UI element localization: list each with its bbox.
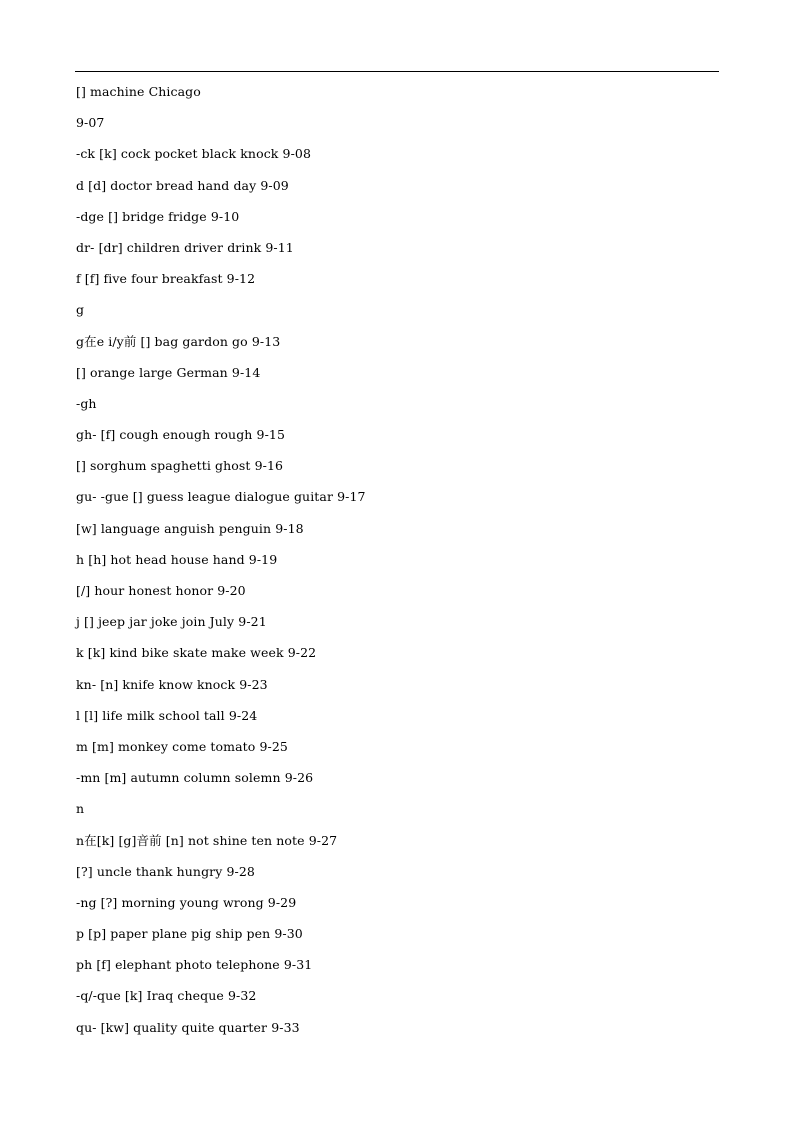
text-line: -gh [76,395,97,411]
text-line: g在e i/y前 [] bag gardon go 9-13 [76,333,281,349]
text-line: gu- -gue [] guess league dialogue guitar 9-17 [76,489,366,505]
text-line: k [k] kind bike skate make week 9-22 [76,645,317,661]
text-line: [] orange large German 9-14 [76,364,261,380]
text-line: 9-07 [76,115,105,131]
text-line: gh- [f] cough enough rough 9-15 [76,427,286,443]
text-line: l [l] life milk school tall 9-24 [76,707,258,723]
text-line: j [] jeep jar joke join July 9-21 [76,614,267,630]
text-line: [/] hour honest honor 9-20 [76,583,246,598]
header-rule [75,71,719,72]
text-line: n [76,801,85,817]
text-line: p [p] paper plane pig ship pen 9-30 [76,926,303,942]
text-line: g [76,302,85,318]
text-line: -ck [k] cock pocket black knock 9-08 [76,146,312,162]
text-line: ph [f] elephant photo telephone 9-31 [76,957,313,973]
text-line: -mn [m] autumn column solemn 9-26 [76,770,314,786]
text-line: h [h] hot head house hand 9-19 [76,551,278,567]
text-line: [w] language anguish penguin 9-18 [76,520,304,536]
text-line: [] sorghum spaghetti ghost 9-16 [76,458,284,474]
text-line: -ng [?] morning young wrong 9-29 [76,894,297,910]
text-line: [?] uncle thank hungry 9-28 [76,863,255,879]
text-line: d [d] doctor bread hand day 9-09 [76,177,289,193]
text-line: n在[k] [g]音前 [n] not shine ten note 9-27 [76,832,338,848]
text-line: qu- [kw] quality quite quarter 9-33 [76,1019,300,1035]
text-line: f [f] five four breakfast 9-12 [76,271,256,287]
phonics-list [76,82,716,1049]
text-line: -dge [] bridge fridge 9-10 [76,208,240,224]
text-line: m [m] monkey come tomato 9-25 [76,738,288,754]
text-line: kn- [n] knife know knock 9-23 [76,676,268,692]
text-line: -q/-que [k] Iraq cheque 9-32 [76,988,257,1004]
text-line: [] machine Chicago [76,84,201,99]
text-line: dr- [dr] children driver drink 9-11 [76,239,294,255]
